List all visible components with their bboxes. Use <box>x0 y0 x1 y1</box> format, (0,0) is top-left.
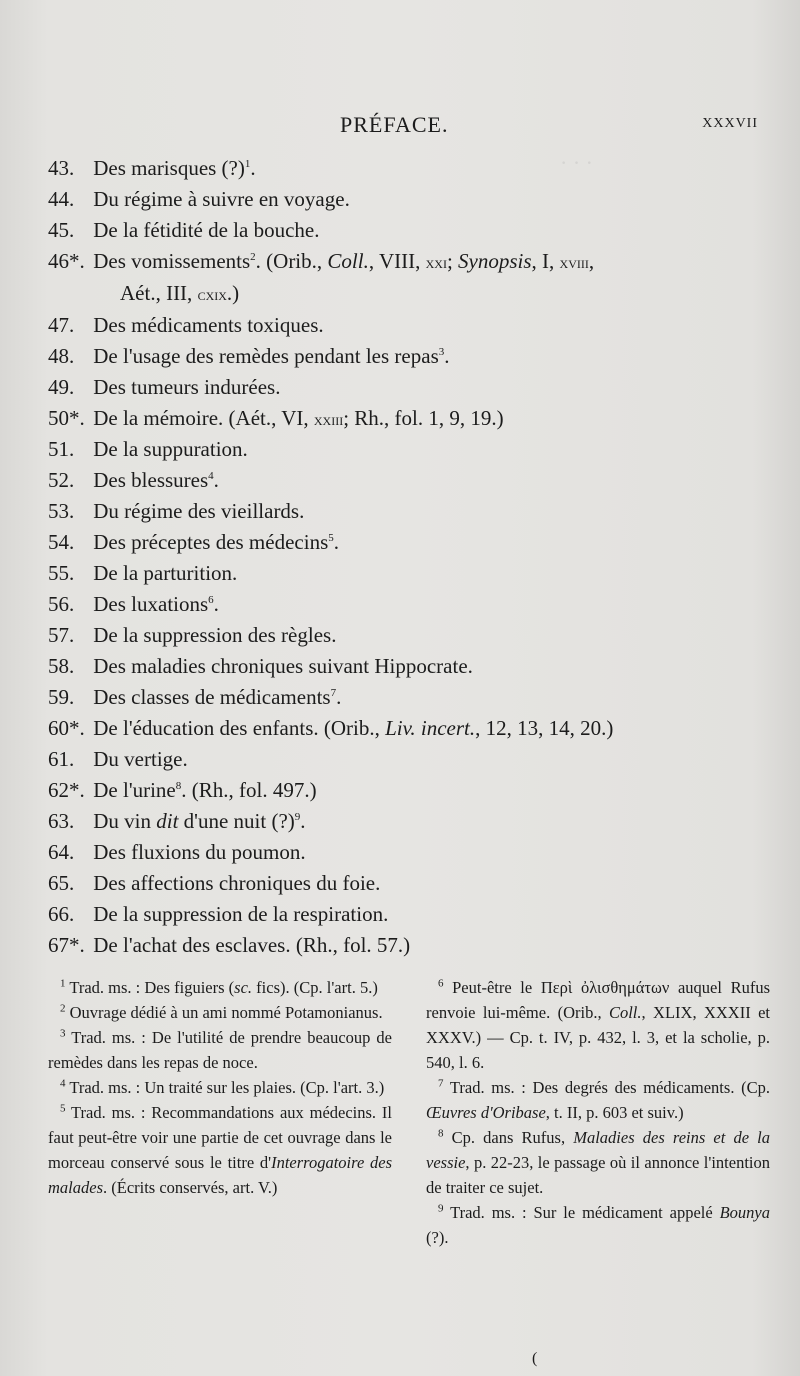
bottom-mark: ( <box>532 1350 538 1367</box>
list-item: 46*. Des vomissements$^2$. (Orib., Coll., VIII, xxi; Synopsis, I, xviii, Aét., III, cxix.) <box>48 249 595 305</box>
list-item: 45. De la fétidité de la bouche. <box>48 218 320 242</box>
list-item: 43. Des marisques (?)$^1$. <box>48 156 256 180</box>
list-item: 62*. De l'urine$^8$. (Rh., fol. 497.) <box>48 778 317 802</box>
footnote: $^2$ Ouvrage dédié à un ami nommé Potamonianus. <box>60 1002 383 1022</box>
list-item: 67*. De l'achat des esclaves. (Rh., fol. 57.) <box>48 933 411 957</box>
list-item: 51. De la suppuration. <box>48 437 248 461</box>
footnotes-left-column <box>48 975 392 1250</box>
list-item: 64. Des fluxions du poumon. <box>48 840 306 864</box>
list-item: 52. Des blessures$^4$. <box>48 468 219 492</box>
list-item: 54. Des préceptes des médecins$^5$. <box>48 530 339 554</box>
footnote: $^3$ Trad. ms. : De l'utilité de prendre beaucoup de remèdes dans les repas de noce. <box>48 1027 392 1072</box>
list-item: 49. Des tumeurs indurées. <box>48 375 281 399</box>
list-item: 66. De la suppression de la respiration. <box>48 902 389 926</box>
list-item: 55. De la parturition. <box>48 561 238 585</box>
list-item: 57. De la suppression des règles. <box>48 623 337 647</box>
list-item: 44. Du régime à suivre en voyage. <box>48 187 350 211</box>
page-number: XXXVII <box>702 116 758 131</box>
list-item: 56. Des luxations$^6$. <box>48 592 219 616</box>
list-item: 59. Des classes de médicaments$^7$. <box>48 685 342 709</box>
list-item: 63. Du vin dit d'une nuit (?)$^9$. <box>48 809 306 833</box>
page-title: PRÉFACE. <box>340 112 449 137</box>
footnote: $^5$ Trad. ms. : Recommandations aux médecins. Il faut peut-être voir une partie de cet ouvrage dans le morceau conservé sous le titre d'Interrogatoire des malades. (Écrits conservés, art. V.) <box>48 1102 392 1197</box>
footnote: $^9$ Trad. ms. : Sur le médicament appelé Bounya (?). <box>426 1202 770 1247</box>
page-header <box>0 108 800 138</box>
list-item: 65. Des affections chroniques du foie. <box>48 871 381 895</box>
footnote: $^1$ Trad. ms. : Des figuiers (sc. fics). (Cp. l'art. 5.) <box>60 977 378 997</box>
list-item: 48. De l'usage des remèdes pendant les repas$^3$. <box>48 344 450 368</box>
footnote: $^7$ Trad. ms. : Des degrés des médicaments. (Cp. Œuvres d'Oribase, t. II, p. 603 et suiv.) <box>426 1077 770 1122</box>
list-item: 50*. De la mémoire. (Aét., VI, xxiii; Rh., fol. 1, 9, 19.) <box>48 406 504 430</box>
list-item: 61. Du vertige. <box>48 747 188 771</box>
footnote: $^6$ Peut-être le Περὶ ὀλισθημάτων auquel Rufus renvoie lui-même. (Orib., Coll., XLIX, XXXII et XXXV.) — Cp. t. IV, p. 432, l. 3, et la scholie, p. 540, l. 6. <box>426 977 770 1072</box>
footnotes <box>48 975 770 1250</box>
footnote: $^4$ Trad. ms. : Un traité sur les plaies. (Cp. l'art. 3.) <box>60 1077 385 1097</box>
list-item: 60*. De l'éducation des enfants. (Orib., Liv. incert., 12, 13, 14, 20.) <box>48 716 614 740</box>
bleed-through-texture: · · · <box>560 150 593 175</box>
footnotes-right-column <box>426 975 770 1250</box>
list-item: 53. Du régime des vieillards. <box>48 499 305 523</box>
list-item: 58. Des maladies chroniques suivant Hippocrate. <box>48 654 473 678</box>
footnote: $^8$ Cp. dans Rufus, Maladies des reins et de la vessie, p. 22-23, le passage où il annonce l'intention de traiter ce sujet. <box>426 1127 771 1197</box>
entry-list <box>48 153 768 961</box>
list-item: 47. Des médicaments toxiques. <box>48 313 324 337</box>
